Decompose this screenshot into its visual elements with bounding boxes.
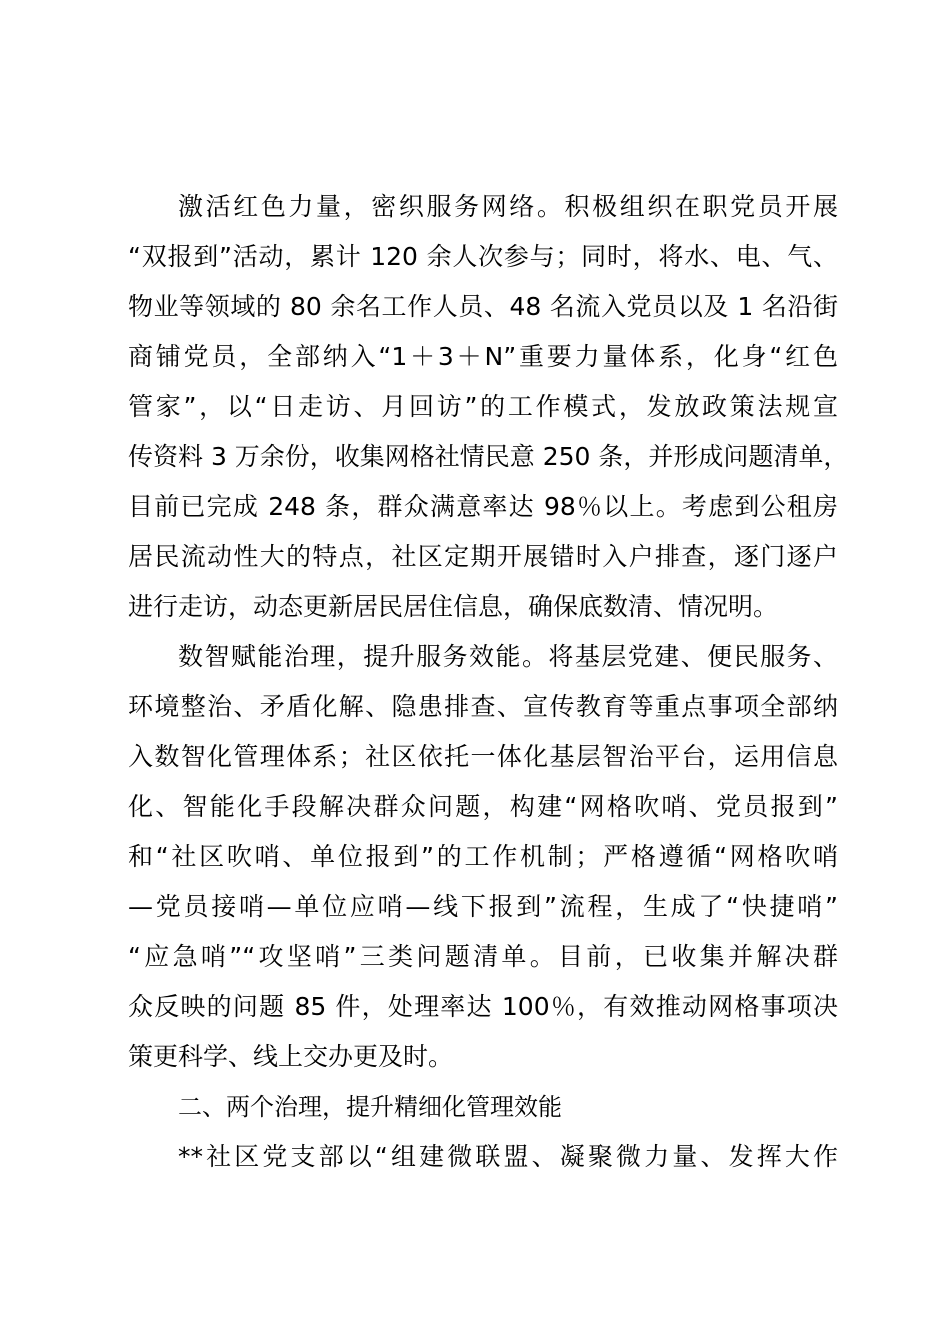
paragraph-line: 传资料 3 万余份，收集网格社情民意 250 条，并形成问题清单， xyxy=(128,442,849,471)
paragraph-red-force xyxy=(128,182,849,632)
paragraph-line: “应急哨”“攻坚哨”三类问题清单。目前，已收集并解决群 xyxy=(128,942,838,971)
paragraph-line: 目前已完成 248 条，群众满意率达 98％以上。考虑到公租房 xyxy=(128,492,838,521)
paragraph-line: 激活红色力量，密织服务网络。积极组织在职党员开展 xyxy=(178,192,838,221)
paragraph-line: 策更科学、线上交办更及时。 xyxy=(128,1042,454,1071)
paragraph-line: 物业等领域的 80 余名工作人员、48 名流入党员以及 1 名沿街 xyxy=(128,292,838,321)
paragraph-line: 和“社区吹哨、单位报到”的工作机制；严格遵循“网格吹哨 xyxy=(128,842,838,871)
paragraph-line: 众反映的问题 85 件，处理率达 100％，有效推动网格事项决 xyxy=(128,992,838,1021)
paragraph-line: 入数智化管理体系；社区依托一体化基层智治平台，运用信息 xyxy=(128,742,838,771)
paragraph-line: 居民流动性大的特点，社区定期开展错时入户排查，逐门逐户 xyxy=(128,542,838,571)
paragraph-line: 进行走访，动态更新居民居住信息，确保底数清、情况明。 xyxy=(128,592,779,621)
paragraph-digital-governance xyxy=(128,632,838,1082)
paragraph-line: 化、智能化手段解决群众问题，构建“网格吹哨、党员报到” xyxy=(128,792,838,821)
paragraph-line: **社区党支部以“组建微联盟、凝聚微力量、发挥大作 xyxy=(178,1142,838,1171)
paragraph-line: 商铺党员，全部纳入“1＋3＋N”重要力量体系，化身“红色 xyxy=(128,342,838,371)
paragraph-line: “双报到”活动，累计 120 余人次参与；同时，将水、电、气、 xyxy=(128,242,838,271)
paragraph-line: 环境整治、矛盾化解、隐患排查、宣传教育等重点事项全部纳 xyxy=(128,692,838,721)
document-body xyxy=(128,182,849,1182)
paragraph-micro-alliance xyxy=(128,1132,838,1182)
paragraph-line: 管家”，以“日走访、月回访”的工作模式，发放政策法规宣 xyxy=(128,392,838,421)
paragraph-line: —党员接哨—单位应哨—线下报到”流程，生成了“快捷哨” xyxy=(128,892,838,921)
section-heading: 二、两个治理，提升精细化管理效能 xyxy=(178,1093,562,1121)
paragraph-line: 数智赋能治理，提升服务效能。将基层党建、便民服务、 xyxy=(178,642,838,671)
